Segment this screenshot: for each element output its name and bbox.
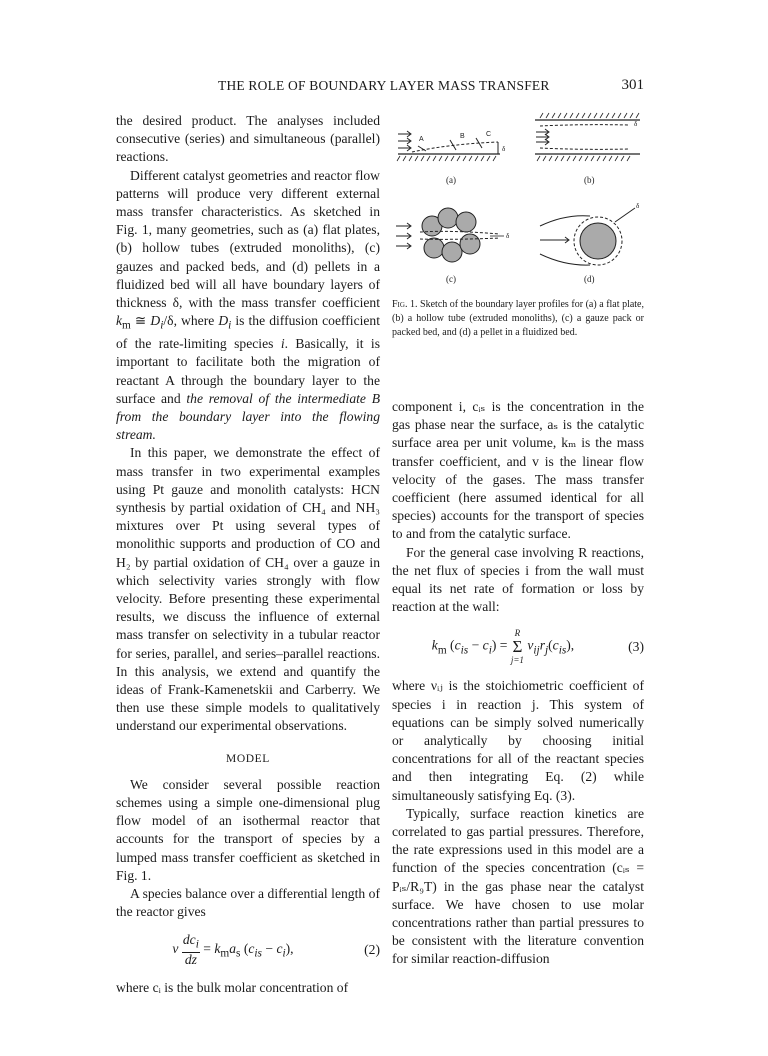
panel-a-flat-plate [397, 131, 500, 161]
equation-2 [116, 933, 380, 967]
section-heading: MODEL [226, 752, 270, 765]
paragraph: where νᵢⱼ is the stoichiometric coefficient of species i in reaction j. This system of equations can be simply solved numerically or analytically by choosing initial concentrations for all of the reactant species and then integrating Eq. (2) while simultaneously satisfying Eq. (3). [392, 678, 644, 803]
equation-3-number: (3) [628, 638, 644, 654]
panel-c-gauze [396, 208, 504, 262]
equation-2-number: (2) [364, 942, 380, 958]
paragraph: A species balance over a differential length of the reactor gives [116, 886, 380, 920]
paragraph: component i, cᵢₛ is the concentration in the gas phase near the surface, aₛ is the catalytic surface area per unit volume, kₘ is the mass transfer coefficient, and v is the linear flow velocity of the gases. The mass transfer coefficient (here assumed identical for all species) accounts for the transport of species to and from the catalytic surface. [392, 399, 644, 542]
page-number: 301 [621, 77, 644, 93]
panel-label-b: (b) [584, 175, 595, 185]
equation-3 [392, 628, 644, 665]
right-column [392, 398, 644, 969]
panel-b-hollow-tube [535, 113, 640, 161]
label-delta-a: δ [502, 145, 506, 153]
paragraph: the desired product. The analyses included consecutive (series) and simultaneous (parallel) reactions. [116, 113, 380, 165]
figure-caption-text: Sketch of the boundary layer profiles for (a) a flat plate, (b) a hollow tube (extruded monoliths), (c) a gauze pack or packed bed, and (d) a pellet in a fluidized bed. [392, 299, 644, 338]
paragraph: For the general case involving R reactions, the net flux of species i from the wall must equal its net rate of formation or loss by reaction at the wall: [392, 544, 644, 615]
paragraph: Typically, surface reaction kinetics are correlated to gas partial pressures. Therefore, the rate expressions used in this model are a function of the species concentration (cᵢₛ = Pᵢₛ/R₉T) in the gas phase near the catalyst surface. We have chosen to use molar concentrations rather than partial pressures to be consistent with the literature convention for similar reaction-diffusion [392, 805, 644, 967]
panel-label-c: (c) [446, 274, 456, 284]
figure-caption [392, 298, 644, 340]
panel-label-d: (d) [584, 274, 595, 284]
panel-d-pellet [540, 208, 635, 265]
panel-label-a: (a) [446, 175, 456, 185]
label-species-c: C [486, 131, 492, 138]
equation-2-body: v $\frac{dc_i}{dz}$ = $k_ma_s$ $(c_{is} - c_i)$, [172, 932, 294, 968]
label-delta-d: δ [636, 202, 640, 210]
paragraph: We consider several possible reaction schemes using a simple one-dimensional plug flow model of an isothermal reactor that accounts for the transport of species by a lumped mass transfer coefficient as sketched in Fig. 1. [116, 776, 380, 883]
figure-1-diagram [390, 104, 646, 304]
paragraph: where cᵢ is the bulk molar concentration of [116, 980, 349, 996]
figure-1 [390, 104, 646, 304]
label-delta-b: δ [634, 120, 638, 128]
label-species-b: B [460, 133, 465, 140]
label-delta-c: δ [506, 232, 510, 240]
running-header [116, 78, 644, 98]
left-column [116, 112, 380, 997]
label-species-a: A [419, 136, 424, 143]
paragraph: Different catalyst geometries and reactor flow patterns will produce very different external mass transfer characteristics. As sketched in Fig. 1, many geometries, such as (a) flat plates, (b) hollow tubes (extruded monoliths), (c) gauzes and packed beds, and (d) pellets in a fluidized bed will all have boundary layers of thickness δ, with the mass transfer coefficient $k_m$ ≅ $D_i/\delta$, where $D_i$ is the diffusion coefficient of the rate-limiting species i. Basically, it is important to facilitate both the migration of reactant A through the boundary layer to the surface and the removal of the intermediate B from the boundary layer into the flowing stream. [116, 167, 380, 443]
figure-caption-label: Fig. 1. [392, 299, 418, 310]
equation-3-body: $k_m$ $(c_{is} - c_i)$ = R Σ j=1 $\nu_{ij}r_j(c_{is})$, [431, 628, 575, 666]
paragraph: In this paper, we demonstrate the effect of mass transfer in two experimental examples using Pt gauze and monolith catalysts: HCN synthesis by partial oxidation of CH₄ and NH₃ mixtures over Pt using several types of monolithic supports and production of CO and H₂ by partial oxidation of CH₄ over a gauze in which selectivity varies strongly with flow velocity. Before presenting these experimental results, we discuss the influence of external mass transfer on selectivity in a tubular reactor for series, parallel, and series–parallel reactions. In this analysis, we extend and quantify the ideas of Frank-Kamenetskii and Carberry. We then use these simple models to qualitatively understand our experimental observations. [116, 445, 380, 734]
running-title: THE ROLE OF BOUNDARY LAYER MASS TRANSFER [218, 78, 550, 93]
